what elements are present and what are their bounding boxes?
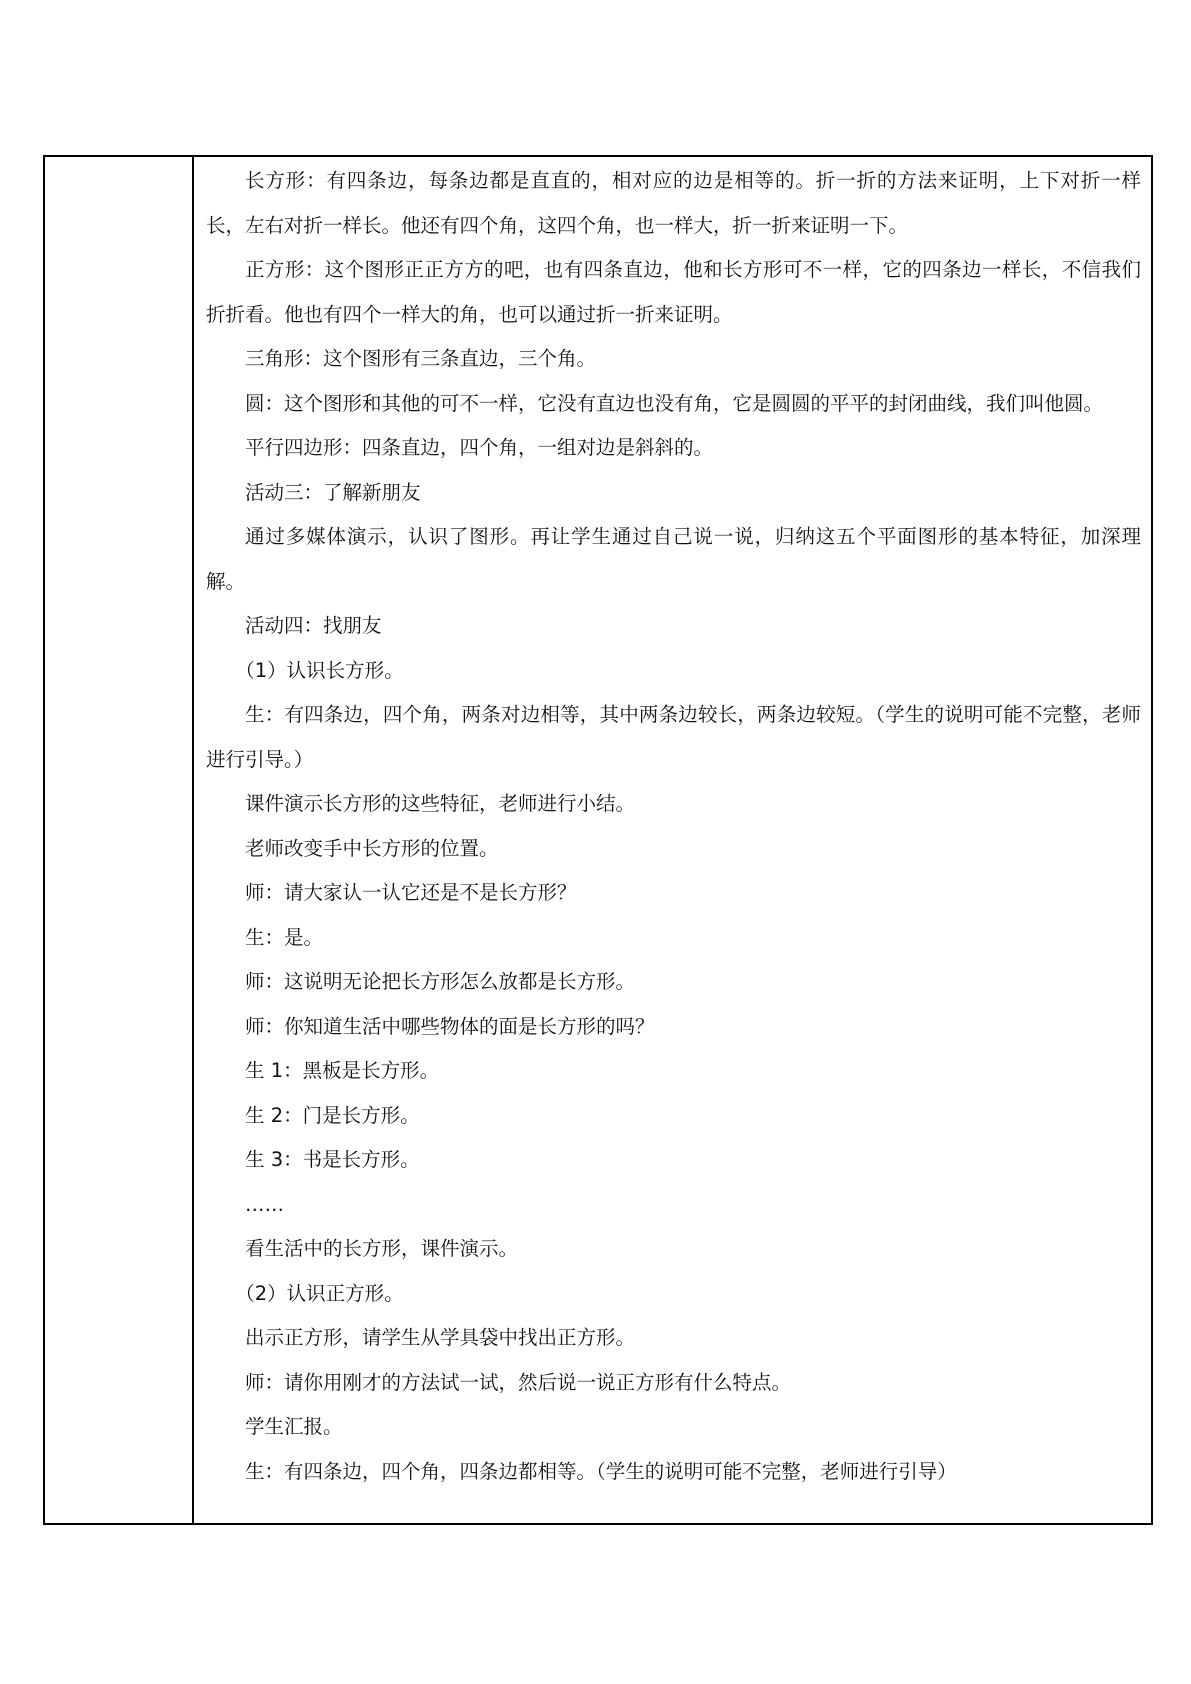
paragraph: 平行四边形：四条直边，四个角，一组对边是斜斜的。 xyxy=(245,436,714,459)
paragraph: 长方形：有四条边，每条边都是直直的，相对应的边是相等的。折一折的方法来证明，上下对折一样长，左右对折一样长。他还有四个角，这四个角，也一样大，折一折来证明一下。 xyxy=(206,169,1141,237)
paragraph: 正方形：这个图形正正方方的吧，也有四条直边，他和长方形可不一样，它的四条边一样长，不信我们折折看。他也有四个一样大的角，也可以通过折一折来证明。 xyxy=(206,258,1141,326)
paragraph: 生 2：门是长方形。 xyxy=(245,1103,420,1127)
paragraph: 师：你知道生活中哪些物体的面是长方形的吗？ xyxy=(245,1014,655,1038)
paragraph: 看生活中的长方形，课件演示。 xyxy=(245,1237,519,1260)
paragraph: 生：有四条边，四个角，四条边都相等。（学生的说明可能不完整，老师进行引导） xyxy=(245,1459,957,1483)
paragraph: 课件演示长方形的这些特征，老师进行小结。 xyxy=(245,792,636,815)
paragraph: 生：是。 xyxy=(245,925,324,949)
paragraph: 生：有四条边，四个角，两条对边相等，其中两条边较长，两条边较短。（学生的说明可能不完整，老师进行引导。） xyxy=(206,703,1141,771)
paragraph: 生 3：书是长方形。 xyxy=(245,1148,420,1171)
table-left-column xyxy=(45,157,194,1523)
paragraph: 活动四：找朋友 xyxy=(245,614,382,637)
paragraph: 学生汇报。 xyxy=(245,1415,343,1438)
lesson-table xyxy=(43,155,1153,1525)
paragraph: 出示正方形，请学生从学具袋中找出正方形。 xyxy=(245,1326,636,1349)
paragraph: 师：请你用刚才的方法试一试，然后说一说正方形有什么特点。 xyxy=(245,1370,792,1394)
paragraph: （2）认识正方形。 xyxy=(235,1281,404,1305)
paragraph: 通过多媒体演示，认识了图形。再让学生通过自己说一说，归纳这五个平面图形的基本特征，加深理解。 xyxy=(206,525,1141,593)
paragraph: （1）认识长方形。 xyxy=(235,658,404,682)
paragraph: …… xyxy=(245,1192,284,1216)
paragraph: 活动三：了解新朋友 xyxy=(245,480,421,504)
paragraph: 师：请大家认一认它还是不是长方形？ xyxy=(245,881,577,904)
paragraph: 老师改变手中长方形的位置。 xyxy=(245,836,499,860)
paragraph: 圆：这个图形和其他的可不一样，它没有直边也没有角，它是圆圆的平平的封闭曲线，我们叫他圆。 xyxy=(245,391,1104,415)
paragraph: 师：这说明无论把长方形怎么放都是长方形。 xyxy=(245,970,636,993)
paragraph: 三角形：这个图形有三条直边，三个角。 xyxy=(245,347,597,370)
paragraph: 生 1：黑板是长方形。 xyxy=(245,1059,440,1082)
table-content-column xyxy=(194,157,1151,1523)
